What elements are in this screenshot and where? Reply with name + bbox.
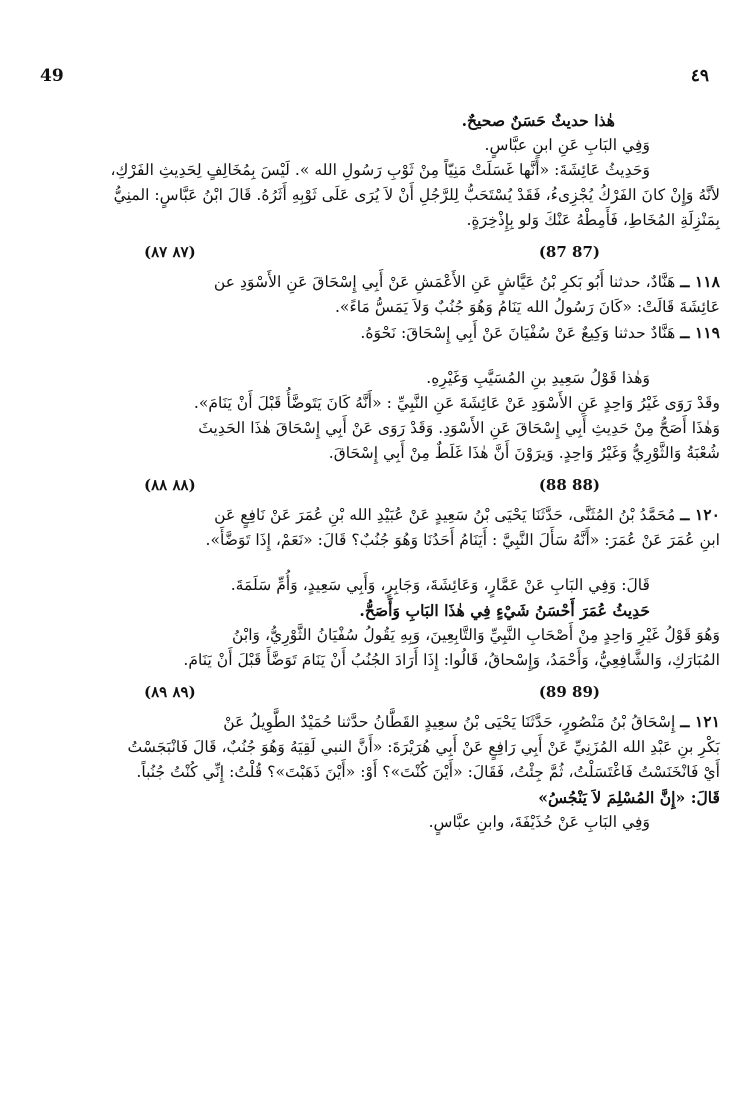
hadith-number: ١١٩ ــ: [680, 323, 720, 342]
hadith-line: [34, 320, 720, 346]
text-line: أَيْ فَانْخَنَسْتُ فَاغْتَسَلْتُ، ثُمَّ جِئْتُ، فَقَالَ: «أَيْنَ كُنْتَ»؟ أَوْ: «أَيْنَ ذَهَبْتَ»؟ قُلْتُ: إِنِّي كُنْتُ جُنُباً.: [136, 763, 720, 781]
text-line: حَدِيثُ عُمَرَ أَحْسَنُ شَيْءٍ فِي هٰذَا البَابِ وَأَصَحُّ.: [359, 601, 650, 620]
text-line: ابنِ عُمَرَ عَنْ عُمَرَ: «أَنَّهُ سَأَلَ النَّبِيَّ : أَيَنَامُ أَحَدُنَا وَهُوَ جُنُبٌ؟ قَالَ: «نَعَمْ، إِذَا تَوَضَّأَ».: [205, 531, 720, 549]
hadith-number: ١٢٠ ــ: [680, 505, 720, 524]
reference-line: [34, 239, 720, 265]
text-line: وَفِي البَابِ عَنْ حُذَيْفَةَ، وابنِ عبَّاسٍ.: [428, 813, 650, 831]
hadith-text: إِسْحَاقُ بْنُ مَنْصُورٍ، حَدَّثَنَا يَحْيَى بْنُ سعِيدٍ القَطَّانُ حدَّثنا حُمَيْدٌ الطَّوِيلُ عَنْ: [223, 713, 676, 731]
text-line: المُبَارَكِ، وَالشَّافِعِيُّ، وَأَحْمَدُ، وَإِسْحاقُ، قَالُوا: إِذَا أَرَادَ الجُنُبُ أَنْ يَنَامَ تَوَضَّأَ قَبْلَ أَنْ يَنَامَ.: [183, 651, 720, 669]
reference-line: [34, 472, 720, 498]
text-line: وقَدْ رَوَى غَيْرُ وَاحِدٍ عَنِ الأَسْوَدِ عَنْ عَائِشَةَ عَنِ النَّبِيِّ : «أَنَّهُ كَانَ يَتَوضَّأُ قَبْلَ أَنْ يَنَامَ».: [193, 394, 720, 412]
reference-arabic: (٨٩ ٨٩): [144, 683, 196, 701]
hadith-number: ١١٨ ــ: [680, 272, 720, 291]
text-line: بَكْرِ بنِ عَبْدِ الله المُزَنِيِّ عَنْ أَبِي رَافِعٍ عَنْ أَبِي هُرَيْرَةَ: «أَنَّ النبي لَقِيَهُ وَهُوَ جُنُبٌ، قَالَ فَانْبَجَسْتُ: [127, 738, 720, 756]
hadith-text: هَنَّادٌ حدثنا وَكِيعٌ عَنْ سُفْيَانَ عَنْ أَبِي إِسْحَاقَ: نَحْوَهُ.: [360, 324, 676, 342]
reference-latin: (88 88): [538, 476, 600, 494]
hadith-text: هَنَّادٌ، حدثنا أَبُو بَكرِ بْنُ عَيَّاشٍ عَنِ الأَعْمَشِ عَنْ أَبِي إِسْحَاقَ عَنِ الأَسْوَدِ عن: [213, 273, 676, 291]
hadith-line: [34, 709, 720, 735]
text-line: قَالَ: وَفِي البَابِ عَنْ عَمَّارٍ، وَعَائِشَةَ، وَجَابِرٍ، وَأَبِي سَعِيدٍ، وَأُمِّ سَلَمَةَ.: [230, 576, 650, 594]
page-number-arabic: ٤٩: [690, 66, 709, 86]
text-line: وَهٰذَا أَصَحُّ مِنْ حَدِيثِ أَبِي إِسْحَاقَ عَنِ الأَسْوَدِ. وَقَدْ رَوَى عَنْ أَبِي إِسْحَاقَ هٰذَا الحَدِيثَ: [198, 419, 720, 437]
hadith-number: ١٢١ ــ: [680, 712, 720, 731]
text-line: وَهٰذا قَوْلُ سَعِيدِ بنِ المُسَيَّبِ وَغَيْرِهِ.: [426, 369, 650, 387]
hadith-line: [34, 502, 720, 528]
text-line: وَحَدِيثُ عَائِشَةَ: «أَنَّها غَسَلَتْ مَنِيّاً مِنْ ثَوْبِ رَسُولِ الله ». لَيْسَ بِمُخَالِفٍ لِحَدِيثِ الفَرْكِ،: [110, 161, 650, 179]
hadith-line: [34, 269, 720, 295]
text-line: وَهُوَ قَوْلُ غَيْرِ وَاحِدٍ مِنْ أَصْحَابِ النَّبِيِّ وَالتَّابِعِينَ، وَبِهِ يَقُولُ سُفْيَانُ الثَّوْرِيُّ، وَابْنُ: [231, 626, 720, 644]
text-line: هٰذا حديثٌ حَسَنٌ صحيحٌ.: [461, 111, 615, 130]
text-line: قَالَ: «إِنَّ المُسْلِمَ لاَ يَنْجُسُ»: [538, 788, 720, 807]
text-line: بِمَنْزِلَةِ المُخَاطِ، فَأَمِطْهُ عَنْكَ وَلو بِإِذْخِرَةٍ.: [466, 211, 720, 229]
reference-arabic: (٨٨ ٨٨): [144, 476, 196, 494]
hadith-text: مُحَمَّدُ بْنُ المُثَنَّى، حَدَّثَنَا يَحْيَى بْنُ سَعِيدٍ عَنْ عُبَيْدِ الله بْنِ عُمَرَ عَنْ نَافِعٍ عَن: [214, 506, 676, 524]
text-line: لأنَّهُ وَإِنْ كانَ الفَرْكُ يُجْزِىءُ، فَقَدْ يُسْتَحَبُّ لِلرَّجُلِ أَنْ لاَ يُرَى عَلَى ثَوْبِهِ أَثَرُهُ. قَالَ ابْنُ عَبَّاسٍ: المنِيُّ: [113, 186, 720, 204]
reference-latin: (89 89): [538, 683, 600, 701]
reference-arabic: (٨٧ ٨٧): [144, 243, 196, 261]
text-line: عَائِشَةَ قَالَتْ: «كَانَ رَسُولُ الله يَنَامُ وَهُوَ جُنُبٌ وَلاَ يَمَسُّ مَاءً».: [334, 298, 720, 316]
reference-latin: (87 87): [538, 243, 600, 261]
page-number-latin: 49: [40, 66, 64, 86]
text-line: وَفِي البَابِ عَنِ ابنِ عبَّاسٍ.: [484, 136, 650, 154]
text-line: شُعْبَةُ وَالثَّوْرِيُّ وَغَيْرُ وَاحِدٍ. وَيرَوْنَ أَنَّ هٰذَا غَلَطٌ مِنْ أَبِي إِسْحَاقَ.: [328, 444, 720, 462]
reference-line: [34, 679, 720, 705]
page-body: [34, 108, 720, 1098]
